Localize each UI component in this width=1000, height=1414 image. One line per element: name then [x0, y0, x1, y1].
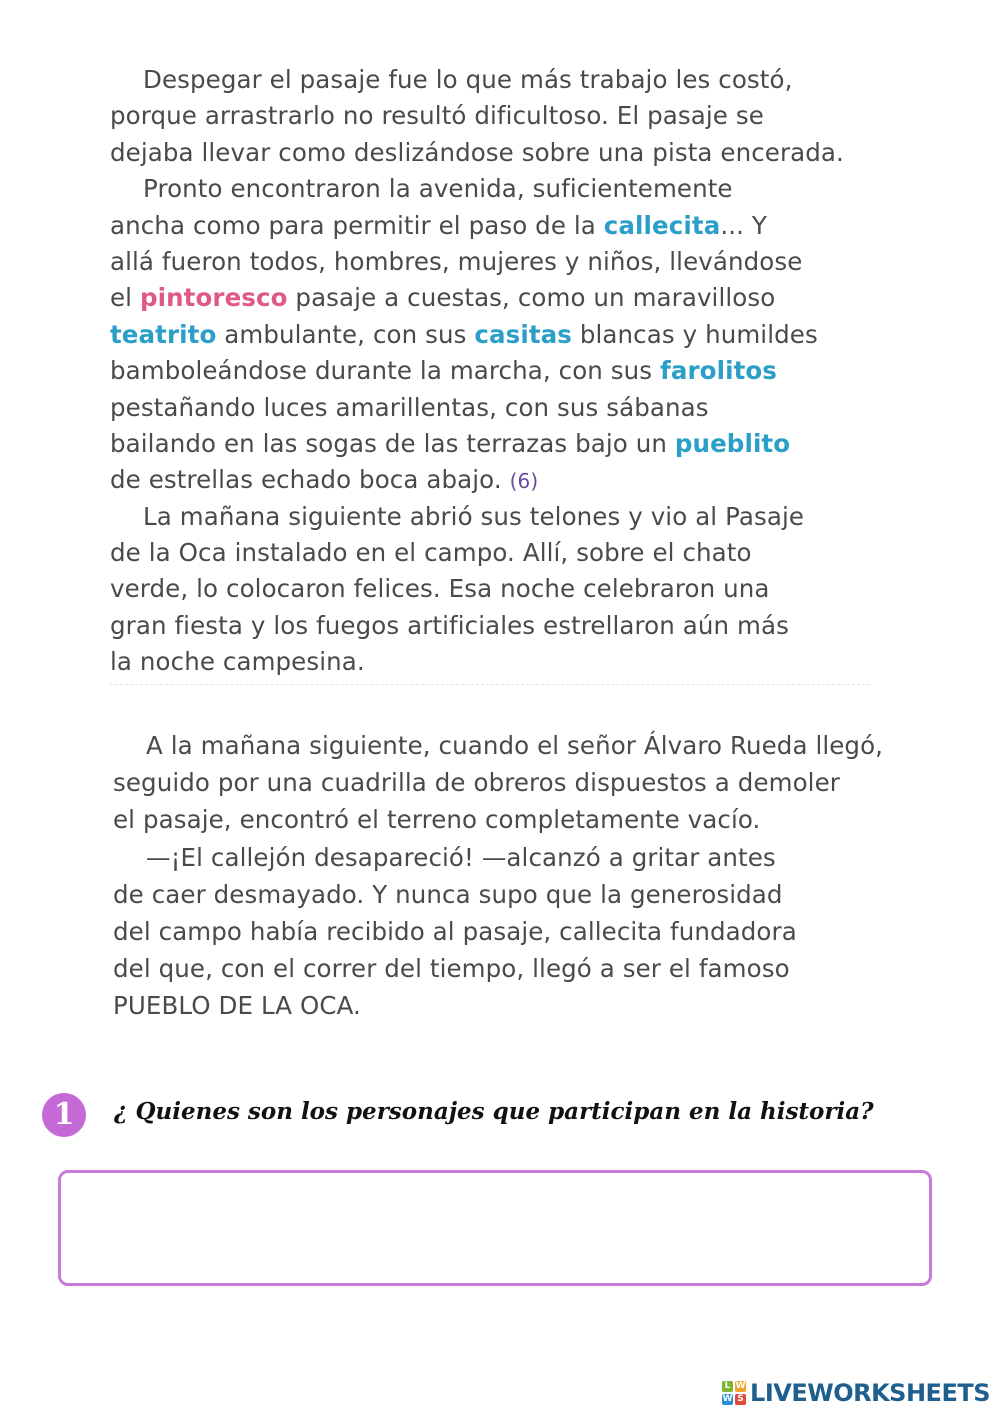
text-line: del campo había recibido al pasaje, callecita fundadora	[113, 916, 797, 946]
liveworksheets-logo-icon	[722, 1381, 746, 1405]
question-number-badge: 1	[42, 1093, 86, 1137]
highlight-word-pueblito: pueblito	[674, 428, 791, 458]
text-line: la noche campesina.	[110, 647, 365, 677]
text-line: verde, lo colocaron felices. Esa noche celebraron una	[110, 574, 770, 604]
story-passage-2	[113, 727, 918, 1025]
highlight-word-casitas: casitas	[474, 319, 572, 349]
brand-name: LIVEWORKSHEETS	[750, 1379, 990, 1407]
text-line: pestañando luces amarillentas, con sus sábanas	[110, 392, 709, 422]
text-line: el pasaje, encontró el terreno completamente vacío.	[113, 805, 761, 835]
divider	[110, 684, 870, 685]
text-line: de la Oca instalado en el campo. Allí, sobre el chato	[110, 538, 752, 568]
liveworksheets-brand	[722, 1377, 990, 1409]
text-line	[110, 317, 910, 353]
text-line	[110, 462, 910, 498]
text-fragment: ... Y	[720, 210, 767, 240]
text-line	[110, 280, 910, 316]
text-line: —¡El callejón desapareció! —alcanzó a gritar antes	[146, 842, 776, 872]
text-line: Pronto encontraron la avenida, suficientemente	[143, 174, 733, 204]
text-fragment: blancas y humildes	[571, 319, 818, 349]
answer-input-box[interactable]	[58, 1170, 932, 1286]
text-fragment: el	[110, 283, 140, 313]
story-passage-1	[110, 62, 910, 681]
text-fragment: ambulante, con sus	[216, 319, 475, 349]
text-line: allá fueron todos, hombres, mujeres y niños, llevándose	[110, 246, 803, 276]
logo-letter: W	[722, 1394, 733, 1404]
footnote-marker: (6)	[509, 469, 539, 494]
question-text: ¿ Quienes son los personajes que participan en la historia?	[114, 1098, 874, 1125]
text-line: de caer desmayado. Y nunca supo que la generosidad	[113, 879, 783, 909]
text-line: Despegar el pasaje fue lo que más trabajo les costó,	[143, 65, 793, 94]
text-line	[110, 426, 910, 462]
text-line	[110, 208, 910, 244]
text-fragment: ancha como para permitir el paso de la	[110, 210, 604, 240]
highlight-word-farolitos: farolitos	[660, 356, 777, 386]
logo-letter: S	[735, 1394, 746, 1405]
highlight-word-teatrito: teatrito	[110, 319, 217, 349]
question-1	[42, 1093, 942, 1137]
highlight-word-pintoresco: pintoresco	[139, 283, 288, 313]
text-fragment: de estrellas echado boca abajo.	[110, 465, 510, 495]
logo-letter: W	[735, 1381, 746, 1391]
text-line: A la mañana siguiente, cuando el señor Álvaro Rueda llegó,	[146, 731, 884, 760]
text-line: porque arrastrarlo no resultó dificultoso. El pasaje se	[110, 101, 764, 131]
text-fragment: bailando en las sogas de las terrazas bajo un	[110, 428, 675, 458]
text-line: gran fiesta y los fuegos artificiales estrellaron aún más	[110, 610, 789, 640]
logo-letter: L	[722, 1381, 733, 1392]
text-line: La mañana siguiente abrió sus telones y vio al Pasaje	[143, 501, 805, 531]
text-line: dejaba llevar como deslizándose sobre una pista encerada.	[110, 137, 844, 167]
text-line: seguido por una cuadrilla de obreros dispuestos a demoler	[113, 768, 840, 798]
text-line: del que, con el correr del tiempo, llegó a ser el famoso	[113, 954, 790, 984]
text-fragment: pasaje a cuestas, como un maravilloso	[287, 283, 776, 313]
text-line: PUEBLO DE LA OCA.	[113, 991, 361, 1021]
text-fragment: bamboleándose durante la marcha, con sus	[110, 356, 661, 386]
highlight-word-callecita: callecita	[603, 210, 721, 240]
text-line	[110, 353, 910, 389]
